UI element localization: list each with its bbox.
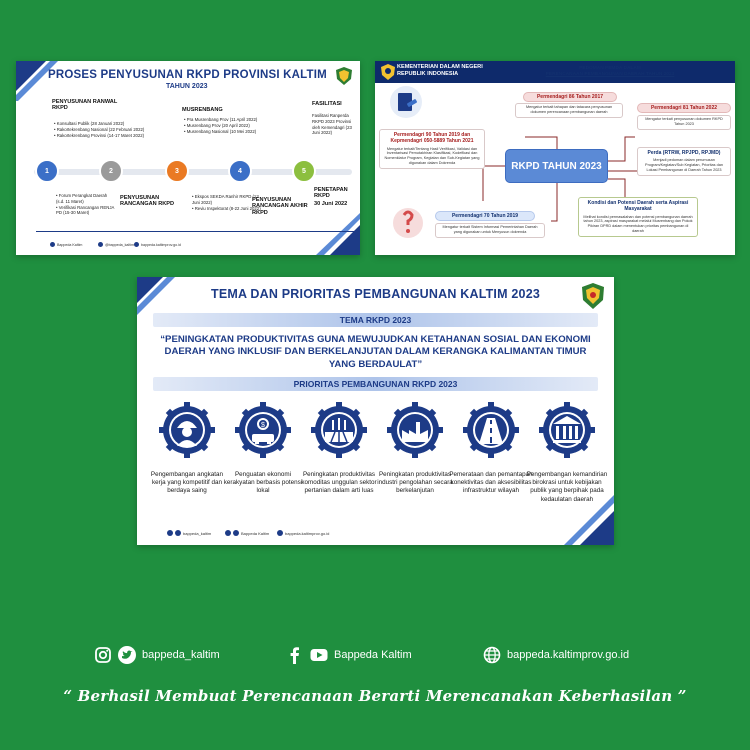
footer-text: bappeda_kaltim (183, 530, 212, 536)
tema-label: TEMA RKPD 2023 (153, 313, 598, 327)
footer-item (225, 530, 269, 536)
social-facebook-youtube[interactable] (286, 646, 412, 664)
akhir-heading: PENYUSUNAN RANCANGAN AKHIR RKPD (252, 197, 308, 216)
slide-tema-prioritas (137, 277, 614, 545)
government-building-icon (539, 402, 595, 458)
footer-item (134, 242, 181, 247)
list-item: • Pra Musrenbang Prov (11 April 2022) (184, 117, 304, 123)
box-body: Mengatur terkait Sistem Informasi Pemerintahan Daerah yang digunakan untuk Menyusun dokrenda (442, 225, 538, 234)
permendagri86-pill: Permendagri 86 Tahun 2017 (523, 92, 617, 102)
kaltim-emblem-icon (336, 67, 352, 85)
youtube-icon (310, 646, 328, 664)
social-page-name: Bappeda Kaltim (334, 649, 412, 661)
instagram-icon (98, 242, 103, 247)
fasilitasi-heading: FASILITASI (312, 101, 342, 107)
ranwal-heading: PENYUSUNAN RANWAL RKPD (52, 99, 118, 112)
rancangan-list (56, 193, 116, 216)
step-node (99, 159, 123, 183)
slide-pedoman-pemda (375, 61, 735, 255)
slide3-title: TEMA DAN PRIORITAS PEMBANGUNAN KALTIM 2023 (210, 287, 541, 301)
globe-icon (277, 530, 283, 536)
footer-item (167, 530, 211, 536)
pedoman-title (505, 66, 715, 79)
footer-item (277, 530, 329, 536)
list-item: • Ekspos SEKDA Ranhir RKPD (13 Juni 2022) (192, 194, 262, 206)
penetapan-date: 30 Juni 2022 (314, 201, 348, 207)
twitter-icon (175, 530, 181, 536)
musrenbang-heading: MUSRENBANG (182, 107, 223, 113)
priority-caption: Peningkatan produktivitas industri pengolahan secara berkelanjutan (377, 471, 453, 495)
step-number: 3 (175, 167, 179, 175)
fasilitasi-text: Fasilitasi Ranperda RKPD 2023 Provinsi oleh Kemendagri (23 Juni 2022) (312, 113, 352, 136)
musrenbang-list (184, 117, 304, 134)
ministry-subtitle: REPUBLIK INDONESIA (397, 71, 459, 78)
box-title: Permendagri 90 Tahun 2019 dan Kepmendagri 050-5889 Tahun 2021 (390, 132, 474, 145)
box-title: Perda (RTRW, RPJPD, RPJMD) (647, 150, 721, 156)
list-item: • Rakortekrenbang Nasional (22 Februari 2022) (54, 127, 174, 133)
step-node (292, 159, 316, 183)
factory-icon (387, 402, 443, 458)
priority-caption: Pengembangan angkatan kerja yang kompetitif dan berdaya saing (150, 471, 224, 495)
corner-stripes-decoration (16, 61, 76, 101)
footer-item (50, 242, 82, 247)
social-handle: bappeda_kaltim (142, 649, 220, 661)
perda-box (637, 147, 731, 176)
step-node (228, 159, 252, 183)
social-instagram-twitter[interactable] (94, 646, 220, 664)
facebook-icon (286, 646, 304, 664)
permendagri90-box (379, 129, 485, 169)
motto-quote: “ Berhasil Membuat Perencanaan Berarti Merencanakan Keberhasilan ” (63, 687, 687, 705)
slide-proses-penyusunan-rkpd (16, 61, 360, 255)
tema-text: “PENINGKATAN PRODUKTIVITAS GUNA MEWUJUDKAN KETAHANAN SOSIAL DAN EKONOMI DAERAH YANG INKLUSIF DAN BERKELANJUTAN DALAM KERANGKA KALIMANTAN TIMUR YANG BERDAULAT” (160, 334, 591, 370)
rkpd-center-node: RKPD TAHUN 2023 (505, 149, 608, 183)
money-growth-icon (235, 402, 291, 458)
list-item: • Forum Perangkat Daerah (s.d. 11 Maret) (56, 193, 116, 205)
globe-icon (50, 242, 55, 247)
list-item: • Reviu Inspektorat (8-22 Juni 2022) (192, 206, 262, 212)
penetapan-heading: PENETAPAN RKPD (314, 187, 348, 200)
footer-text: bappeda.kaltimprov.go.id (285, 530, 330, 536)
pedoman-line: PEDOMAN PEMDA DALAM (579, 66, 641, 71)
step-number: 2 (109, 167, 113, 175)
priority-caption: Pemerataan dan pemantapan konektivitas dan aksesibilitas infrastruktur wilayah (449, 471, 533, 495)
priority-caption: Pengembangan kemandirian birokrasi untuk kebijakan publik yang berpihak pada kedaulatan daerah (526, 471, 608, 503)
farm-field-icon (311, 402, 367, 458)
list-item: • Musrenbang Prov (20 April 2022) (184, 123, 304, 129)
facebook-icon (225, 530, 231, 536)
kemendagri-emblem-icon (381, 64, 395, 80)
permendagri81-pill: Permendagri 81 Tahun 2022 (637, 103, 731, 113)
permendagri86-box (515, 103, 623, 118)
youtube-icon (233, 530, 239, 536)
road-icon (463, 402, 519, 458)
priority-caption: Peningkatan produktivitas komoditas unggulan sektor pertanian dalam arti luas (301, 471, 377, 495)
svg-text:$: $ (261, 422, 265, 429)
step-node (35, 159, 59, 183)
list-item: • Musrenbang Nasional (10 Mei 2022) (184, 129, 304, 135)
globe-icon (483, 646, 501, 664)
box-body: Mengatur terkait/Tentang Hasil Verifikasi, Validasi dan Inventarisasi Pemutakhiran Klasifikasi, Kodefikasi dan Nomenklatur Program, Kegiatan dan Sub-Kegiatan yang digunakan dalam Dokrenda (384, 146, 480, 166)
question-person-icon (391, 201, 425, 241)
instagram-icon (167, 530, 173, 536)
gavel-document-icon (389, 85, 423, 119)
worker-icon (159, 402, 215, 458)
step-number: 4 (238, 167, 242, 175)
website-url: bappeda.kaltimprov.go.id (507, 649, 630, 661)
globe-icon (134, 242, 139, 247)
box-body: Mengatur terkait penyusunan dokumen RKPD Tahun 2023 (645, 117, 723, 126)
permendagri70-box (435, 223, 545, 238)
twitter-icon (118, 646, 136, 664)
permendagri70-pill: Permendagri 70 Tahun 2019 (435, 211, 535, 221)
list-item: • Verifikasi Rancangan RENJA PD (15-30 Maret) (56, 205, 116, 217)
pedoman-line: PERENCANAAN PEMBANGUNAN DAERAH TAHUN 2023 (545, 72, 675, 78)
prioritas-label: PRIORITAS PEMBANGUNAN RKPD 2023 (153, 377, 598, 391)
kaltim-emblem-icon (582, 283, 604, 309)
list-item: • Rakortekrenbang Provinsi (14-17 Maret 2022) (54, 133, 174, 139)
slide1-subtitle: TAHUN 2023 (166, 83, 208, 90)
ministry-name (397, 64, 483, 79)
footer-text: @bappeda_kaltim (105, 242, 135, 247)
box-body: Melihat kondisi permasalahan dan potensi pembangunan daerah tahun 2023, aspirasi masyarakat melalui Musrenbang dan Pokok Pikiran DPRD dalam menentukan prioritas pembangunan di daerah (583, 214, 693, 234)
footer-text: Bappeda Kaltim (57, 242, 83, 247)
slide1-title: PROSES PENYUSUNAN RKPD PROVINSI KALTIM (48, 69, 327, 81)
step-number: 1 (45, 167, 49, 175)
footer-text: bappeda.kaltimprov.go.id (141, 242, 181, 247)
social-website[interactable] (483, 646, 629, 664)
box-body: Mengatur terkait tahapan dan tatacara penyusunan dokumen perencanaan pembangunan daerah (525, 105, 613, 114)
kondisi-box (578, 197, 698, 237)
box-title: Kondisi dan Potensi Daerah serta Aspirasi Masyarakat (587, 200, 689, 213)
divider (36, 231, 356, 232)
step-number: 5 (302, 167, 306, 175)
rancangan-heading: PENYUSUNAN RANCANGAN RKPD (120, 195, 175, 208)
ranwal-list (54, 121, 174, 138)
list-item: • Konsultasi Publik (28 Januari 2022) (54, 121, 174, 127)
footer-text: Bappeda Kaltim (241, 530, 270, 536)
permendagri81-box (637, 115, 731, 130)
box-body: Menjadi pedoman dalam perumusan Program/Kegiatan/Sub Kegiatan, Prioritas dan Lokasi Pembangunan di Daerah Tahun 2023 (645, 158, 723, 173)
ministry-title: KEMENTERIAN DALAM NEGERI (397, 64, 483, 70)
priority-caption: Penguatan ekonomi kerakyatan berbasis potensi lokal (223, 471, 303, 495)
step-node (165, 159, 189, 183)
instagram-icon (94, 646, 112, 664)
footer-item (98, 242, 134, 247)
